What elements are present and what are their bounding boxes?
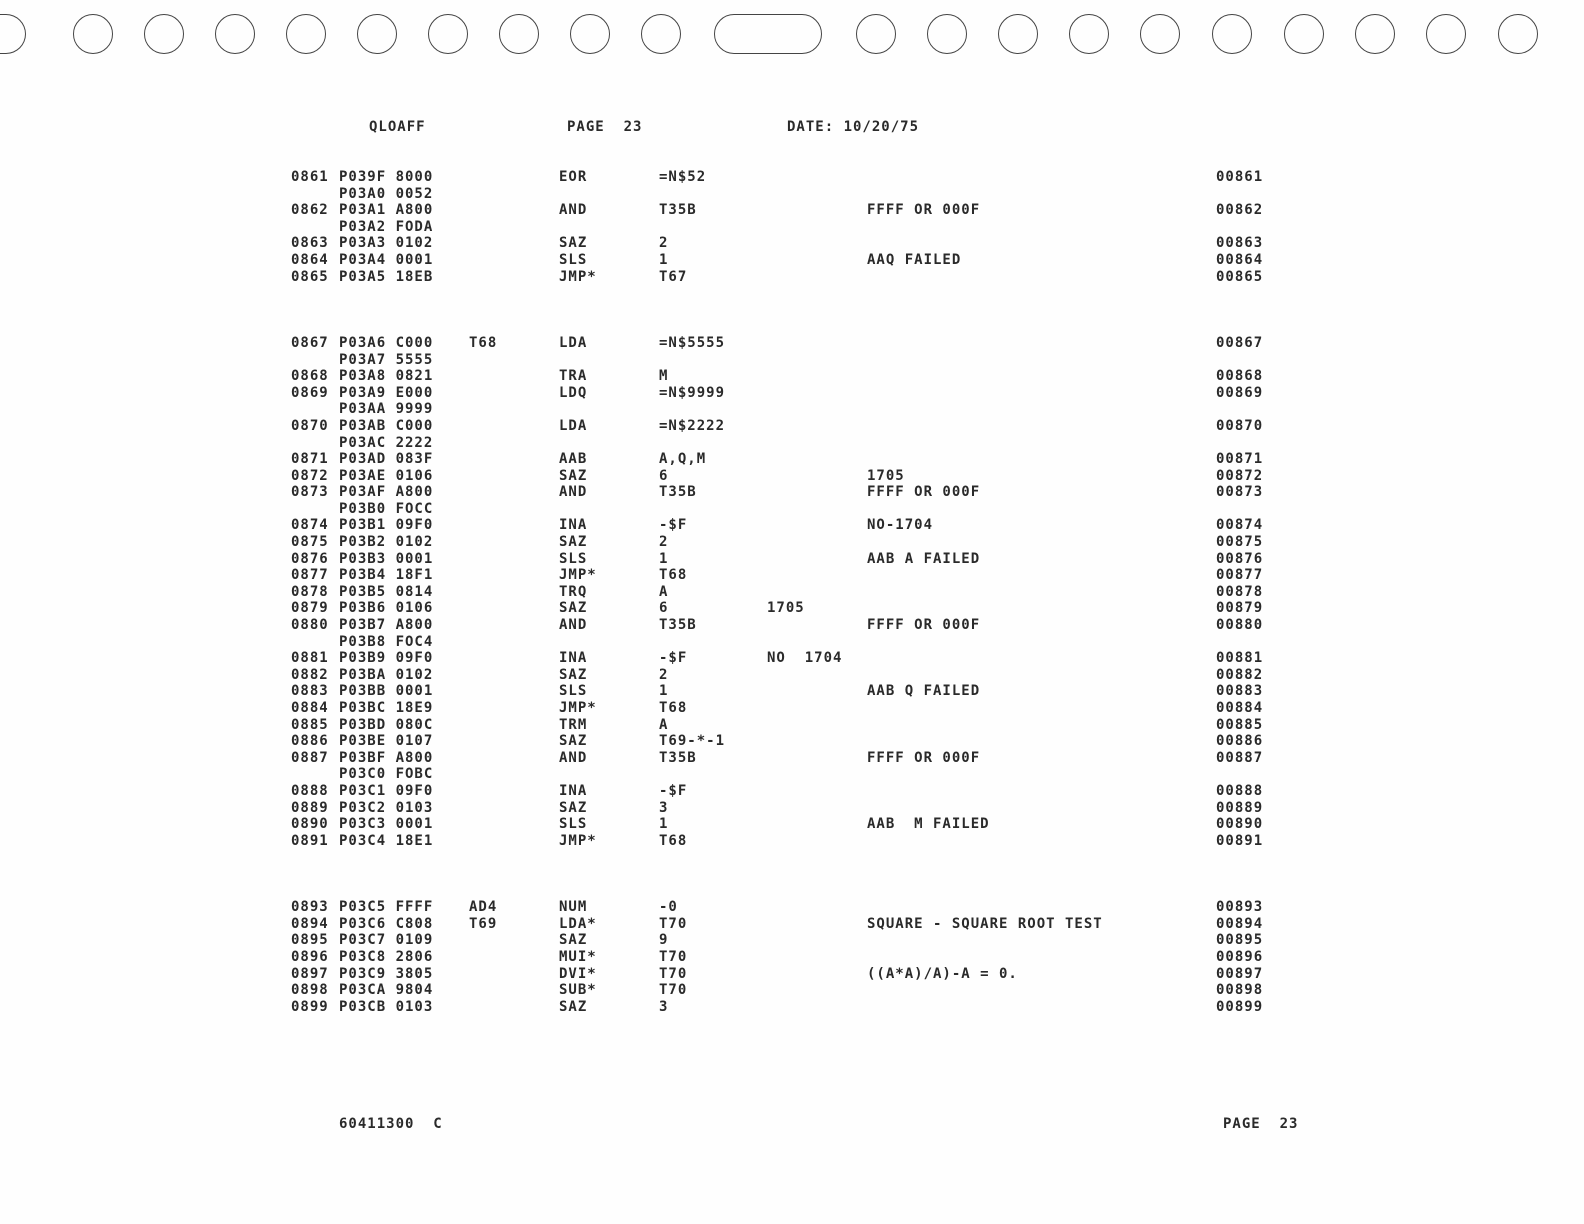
sequence-number: 00863 xyxy=(1216,235,1264,252)
object-code: P03B8 FOC4 xyxy=(339,633,434,650)
object-code: P03A5 18EB xyxy=(339,268,434,285)
operand: T35B xyxy=(659,202,697,219)
opcode: JMP* xyxy=(559,700,597,717)
line-number: 0880 xyxy=(291,617,329,634)
object-code: P03BB 0001 xyxy=(339,683,434,700)
object-code: P03C3 0001 xyxy=(339,816,434,833)
object-code: P03A2 FODA xyxy=(339,218,434,235)
listing-row xyxy=(0,949,1584,966)
line-number: 0894 xyxy=(291,915,329,932)
feed-hole xyxy=(998,14,1038,54)
opcode: SAZ xyxy=(559,235,588,252)
opcode: EOR xyxy=(559,169,588,185)
sequence-number: 00887 xyxy=(1216,749,1264,766)
listing-row xyxy=(0,999,1584,1016)
feed-hole xyxy=(927,14,967,54)
operand: =N$5555 xyxy=(659,334,726,351)
listing-row xyxy=(0,335,1584,352)
sequence-number: 00886 xyxy=(1216,733,1264,750)
object-code: P03AB C000 xyxy=(339,417,434,434)
opcode: AND xyxy=(559,202,588,219)
line-number: 0874 xyxy=(291,517,329,534)
listing-row xyxy=(0,683,1584,700)
listing-row xyxy=(0,385,1584,402)
listing-row xyxy=(0,484,1584,501)
operand: T35B xyxy=(659,749,697,766)
feed-hole xyxy=(1284,14,1324,54)
opcode: JMP* xyxy=(559,832,597,849)
listing-row xyxy=(0,899,1584,916)
object-code: P03AC 2222 xyxy=(339,434,434,451)
operand: T70 xyxy=(659,965,688,982)
listing-row xyxy=(0,667,1584,684)
object-code: P03CA 9804 xyxy=(339,982,434,999)
listing-row xyxy=(0,418,1584,435)
object-code: P03A8 0821 xyxy=(339,368,434,385)
line-number: 0882 xyxy=(291,666,329,683)
sequence-number: 00885 xyxy=(1216,716,1264,733)
opcode: TRM xyxy=(559,716,588,733)
operand: T35B xyxy=(659,617,697,634)
sequence-number: 00897 xyxy=(1216,965,1264,982)
sequence-number: 00871 xyxy=(1216,451,1264,468)
line-number: 0893 xyxy=(291,899,329,916)
sequence-number: 00880 xyxy=(1216,617,1264,634)
line-number: 0885 xyxy=(291,716,329,733)
line-number: 0867 xyxy=(291,334,329,351)
opcode: SLS xyxy=(559,816,588,833)
object-code: P03BA 0102 xyxy=(339,666,434,683)
object-code: P03C5 FFFF xyxy=(339,899,434,916)
listing-row xyxy=(0,235,1584,252)
operand: T67 xyxy=(659,268,688,285)
sequence-number: 00893 xyxy=(1216,899,1264,916)
source-label: AD4 xyxy=(469,899,498,916)
sequence-number: 00879 xyxy=(1216,600,1264,617)
operand: -$F xyxy=(659,517,688,534)
operand: 1 xyxy=(659,251,669,268)
line-number: 0896 xyxy=(291,948,329,965)
sequence-number: 00862 xyxy=(1216,202,1264,219)
listing-row xyxy=(0,501,1584,518)
listing-row xyxy=(0,451,1584,468)
listing-row xyxy=(0,252,1584,269)
listing-row xyxy=(0,468,1584,485)
line-number: 0879 xyxy=(291,600,329,617)
opcode: AND xyxy=(559,749,588,766)
feed-hole xyxy=(144,14,184,54)
comment: AAB Q FAILED xyxy=(867,683,981,700)
listing-row xyxy=(0,534,1584,551)
tractor-feed-holes xyxy=(0,14,1584,66)
opcode: INA xyxy=(559,782,588,799)
operand: T70 xyxy=(659,982,688,999)
line-number: 0861 xyxy=(291,169,329,185)
line-number: 0862 xyxy=(291,202,329,219)
operand: T35B xyxy=(659,484,697,501)
sequence-number: 00884 xyxy=(1216,700,1264,717)
header-page-number: PAGE 23 xyxy=(567,119,643,135)
operand: 6 xyxy=(659,600,669,617)
operand: =N$52 xyxy=(659,169,707,185)
listing-row xyxy=(0,816,1584,833)
object-code: P03C1 09F0 xyxy=(339,782,434,799)
operand: A,Q,M xyxy=(659,451,707,468)
operand: 1 xyxy=(659,816,669,833)
opcode: SAZ xyxy=(559,998,588,1015)
operand: T69-*-1 xyxy=(659,733,726,750)
feed-hole xyxy=(215,14,255,54)
operand: 2 xyxy=(659,666,669,683)
object-code: P03C7 0109 xyxy=(339,932,434,949)
line-number: 0868 xyxy=(291,368,329,385)
object-code: P03AF A800 xyxy=(339,484,434,501)
opcode: SAZ xyxy=(559,932,588,949)
listing-row xyxy=(0,584,1584,601)
listing-row xyxy=(0,352,1584,369)
opcode: LDA xyxy=(559,334,588,351)
object-code: P03A7 5555 xyxy=(339,351,434,368)
feed-hole xyxy=(0,14,26,54)
object-code: P03A3 0102 xyxy=(339,235,434,252)
comment: AAB M FAILED xyxy=(867,816,990,833)
listing-row xyxy=(0,833,1584,850)
opcode: DVI* xyxy=(559,965,597,982)
sequence-number: 00891 xyxy=(1216,832,1264,849)
listing-row xyxy=(0,750,1584,767)
line-number: 0878 xyxy=(291,583,329,600)
object-code: P03B4 18F1 xyxy=(339,567,434,584)
comment: SQUARE - SQUARE ROOT TEST xyxy=(867,915,1103,932)
sequence-number: 00898 xyxy=(1216,982,1264,999)
operand: T68 xyxy=(659,832,688,849)
opcode: TRA xyxy=(559,368,588,385)
operand: T70 xyxy=(659,915,688,932)
feed-hole xyxy=(856,14,896,54)
line-number: 0886 xyxy=(291,733,329,750)
line-number: 0871 xyxy=(291,451,329,468)
listing-row xyxy=(0,916,1584,933)
feed-hole xyxy=(1069,14,1109,54)
feed-hole xyxy=(641,14,681,54)
object-code: P03AD 083F xyxy=(339,451,434,468)
line-number: 0884 xyxy=(291,700,329,717)
line-number: 0869 xyxy=(291,384,329,401)
operand: 2 xyxy=(659,534,669,551)
listing-row xyxy=(0,551,1584,568)
sequence-number: 00899 xyxy=(1216,998,1264,1015)
feed-hole xyxy=(499,14,539,54)
sequence-number: 00864 xyxy=(1216,251,1264,268)
listing-row xyxy=(0,634,1584,651)
annotation: NO 1704 xyxy=(767,650,843,667)
operand: 3 xyxy=(659,799,669,816)
opcode: AND xyxy=(559,484,588,501)
operand: =N$9999 xyxy=(659,384,726,401)
sequence-number: 00894 xyxy=(1216,915,1264,932)
listing-row xyxy=(0,783,1584,800)
listing-row xyxy=(0,700,1584,717)
opcode: SAZ xyxy=(559,733,588,750)
sequence-number: 00870 xyxy=(1216,417,1264,434)
operand: -$F xyxy=(659,650,688,667)
object-code: P03AE 0106 xyxy=(339,467,434,484)
object-code: P039F 8000 xyxy=(339,169,434,185)
object-code: P03C6 C808 xyxy=(339,915,434,932)
sequence-number: 00896 xyxy=(1216,948,1264,965)
opcode: TRQ xyxy=(559,583,588,600)
operand: =N$2222 xyxy=(659,417,726,434)
sequence-number: 00869 xyxy=(1216,384,1264,401)
object-code: P03C0 FOBC xyxy=(339,766,434,783)
listing-row xyxy=(0,733,1584,750)
comment: FFFF OR 000F xyxy=(867,484,981,501)
comment: FFFF OR 000F xyxy=(867,202,981,219)
opcode: LDA xyxy=(559,417,588,434)
listing-row xyxy=(0,401,1584,418)
sequence-number: 00895 xyxy=(1216,932,1264,949)
feed-hole xyxy=(286,14,326,54)
feed-hole xyxy=(428,14,468,54)
opcode: LDQ xyxy=(559,384,588,401)
sequence-number: 00877 xyxy=(1216,567,1264,584)
line-number: 0890 xyxy=(291,816,329,833)
feed-hole-torn xyxy=(714,14,822,54)
listing-row xyxy=(0,650,1584,667)
feed-hole xyxy=(1426,14,1466,54)
object-code: P03B2 0102 xyxy=(339,534,434,551)
comment: NO-1704 xyxy=(867,517,934,534)
sequence-number: 00881 xyxy=(1216,650,1264,667)
line-number: 0889 xyxy=(291,799,329,816)
listing-row xyxy=(0,435,1584,452)
object-code: P03B6 0106 xyxy=(339,600,434,617)
operand: 1 xyxy=(659,550,669,567)
line-number: 0883 xyxy=(291,683,329,700)
feed-hole xyxy=(73,14,113,54)
comment: AAB A FAILED xyxy=(867,550,981,567)
line-number: 0870 xyxy=(291,417,329,434)
sequence-number: 00889 xyxy=(1216,799,1264,816)
operand: A xyxy=(659,716,669,733)
line-number: 0877 xyxy=(291,567,329,584)
comment: FFFF OR 000F xyxy=(867,749,981,766)
object-code: P03A0 0052 xyxy=(339,185,434,202)
listing-row xyxy=(0,517,1584,534)
operand: T70 xyxy=(659,948,688,965)
operand: -0 xyxy=(659,899,678,916)
object-code: P03A4 0001 xyxy=(339,251,434,268)
line-number: 0898 xyxy=(291,982,329,999)
object-code: P03AA 9999 xyxy=(339,401,434,418)
sequence-number: 00890 xyxy=(1216,816,1264,833)
object-code: P03BC 18E9 xyxy=(339,700,434,717)
comment: AAQ FAILED xyxy=(867,251,962,268)
listing-row xyxy=(0,932,1584,949)
sequence-number: 00878 xyxy=(1216,583,1264,600)
listing-spacer xyxy=(0,849,1584,899)
opcode: SLS xyxy=(559,683,588,700)
sequence-number: 00868 xyxy=(1216,368,1264,385)
opcode: MUI* xyxy=(559,948,597,965)
listing-row xyxy=(0,766,1584,783)
operand: T68 xyxy=(659,567,688,584)
line-number: 0873 xyxy=(291,484,329,501)
sequence-number: 00867 xyxy=(1216,334,1264,351)
comment: 1705 xyxy=(867,467,905,484)
listing-row xyxy=(0,169,1584,186)
line-number: 0875 xyxy=(291,534,329,551)
feed-hole xyxy=(357,14,397,54)
object-code: P03B9 09F0 xyxy=(339,650,434,667)
source-label: T69 xyxy=(469,915,498,932)
comment: ((A*A)/A)-A = 0. xyxy=(867,965,1018,982)
listing-row xyxy=(0,717,1584,734)
listing-row xyxy=(0,202,1584,219)
line-number: 0897 xyxy=(291,965,329,982)
listing-row xyxy=(0,269,1584,286)
feed-hole xyxy=(1212,14,1252,54)
object-code: P03B0 FOCC xyxy=(339,500,434,517)
listing-row xyxy=(0,617,1584,634)
line-number: 0899 xyxy=(291,998,329,1015)
sequence-number: 00883 xyxy=(1216,683,1264,700)
feed-hole xyxy=(570,14,610,54)
sequence-number: 00872 xyxy=(1216,467,1264,484)
operand: 3 xyxy=(659,998,669,1015)
listing-row xyxy=(0,800,1584,817)
line-number: 0888 xyxy=(291,782,329,799)
object-code: P03BD 080C xyxy=(339,716,434,733)
sequence-number: 00865 xyxy=(1216,268,1264,285)
line-number: 0895 xyxy=(291,932,329,949)
listing-row xyxy=(0,600,1584,617)
listing-row xyxy=(0,982,1584,999)
program-name: QLOAFF xyxy=(369,119,426,135)
sequence-number: 00882 xyxy=(1216,666,1264,683)
object-code: P03C8 2806 xyxy=(339,948,434,965)
object-code: P03A6 C000 xyxy=(339,334,434,351)
sequence-number: 00873 xyxy=(1216,484,1264,501)
operand: A xyxy=(659,583,669,600)
opcode: INA xyxy=(559,517,588,534)
object-code: P03A1 A800 xyxy=(339,202,434,219)
operand: M xyxy=(659,368,669,385)
operand: 1 xyxy=(659,683,669,700)
object-code: P03B1 09F0 xyxy=(339,517,434,534)
opcode: SAZ xyxy=(559,799,588,816)
listing-row xyxy=(0,966,1584,983)
footer-doc-number: 60411300 C xyxy=(339,1116,443,1132)
operand: T68 xyxy=(659,700,688,717)
footer-page-number: PAGE 23 xyxy=(1223,1116,1299,1132)
opcode: SAZ xyxy=(559,600,588,617)
opcode: JMP* xyxy=(559,567,597,584)
listing-row xyxy=(0,567,1584,584)
operand: 6 xyxy=(659,467,669,484)
line-number: 0887 xyxy=(291,749,329,766)
line-number: 0863 xyxy=(291,235,329,252)
operand: -$F xyxy=(659,782,688,799)
object-code: P03B7 A800 xyxy=(339,617,434,634)
object-code: P03BE 0107 xyxy=(339,733,434,750)
opcode: AAB xyxy=(559,451,588,468)
line-number: 0891 xyxy=(291,832,329,849)
opcode: SLS xyxy=(559,550,588,567)
listing-spacer xyxy=(0,285,1584,335)
annotation: 1705 xyxy=(767,600,805,617)
opcode: SUB* xyxy=(559,982,597,999)
opcode: SLS xyxy=(559,251,588,268)
feed-hole xyxy=(1498,14,1538,54)
feed-hole xyxy=(1355,14,1395,54)
source-label: T68 xyxy=(469,334,498,351)
sequence-number: 00861 xyxy=(1216,169,1264,185)
assembly-listing xyxy=(0,169,1584,1015)
sequence-number: 00874 xyxy=(1216,517,1264,534)
listing-row xyxy=(0,186,1584,203)
line-number: 0881 xyxy=(291,650,329,667)
opcode: LDA* xyxy=(559,915,597,932)
object-code: P03C2 0103 xyxy=(339,799,434,816)
opcode: SAZ xyxy=(559,666,588,683)
listing-row xyxy=(0,219,1584,236)
line-number: 0872 xyxy=(291,467,329,484)
object-code: P03CB 0103 xyxy=(339,998,434,1015)
object-code: P03A9 E000 xyxy=(339,384,434,401)
operand: 9 xyxy=(659,932,669,949)
sequence-number: 00876 xyxy=(1216,550,1264,567)
object-code: P03BF A800 xyxy=(339,749,434,766)
object-code: P03B5 0814 xyxy=(339,583,434,600)
opcode: INA xyxy=(559,650,588,667)
header-date: DATE: 10/20/75 xyxy=(787,119,920,135)
line-number: 0876 xyxy=(291,550,329,567)
object-code: P03C9 3805 xyxy=(339,965,434,982)
object-code: P03C4 18E1 xyxy=(339,832,434,849)
operand: 2 xyxy=(659,235,669,252)
opcode: NUM xyxy=(559,899,588,916)
listing-row xyxy=(0,368,1584,385)
opcode: JMP* xyxy=(559,268,597,285)
sequence-number: 00875 xyxy=(1216,534,1264,551)
line-number: 0864 xyxy=(291,251,329,268)
comment: FFFF OR 000F xyxy=(867,617,981,634)
opcode: SAZ xyxy=(559,467,588,484)
opcode: SAZ xyxy=(559,534,588,551)
feed-hole xyxy=(1140,14,1180,54)
line-number: 0865 xyxy=(291,268,329,285)
object-code: P03B3 0001 xyxy=(339,550,434,567)
sequence-number: 00888 xyxy=(1216,782,1264,799)
opcode: AND xyxy=(559,617,588,634)
